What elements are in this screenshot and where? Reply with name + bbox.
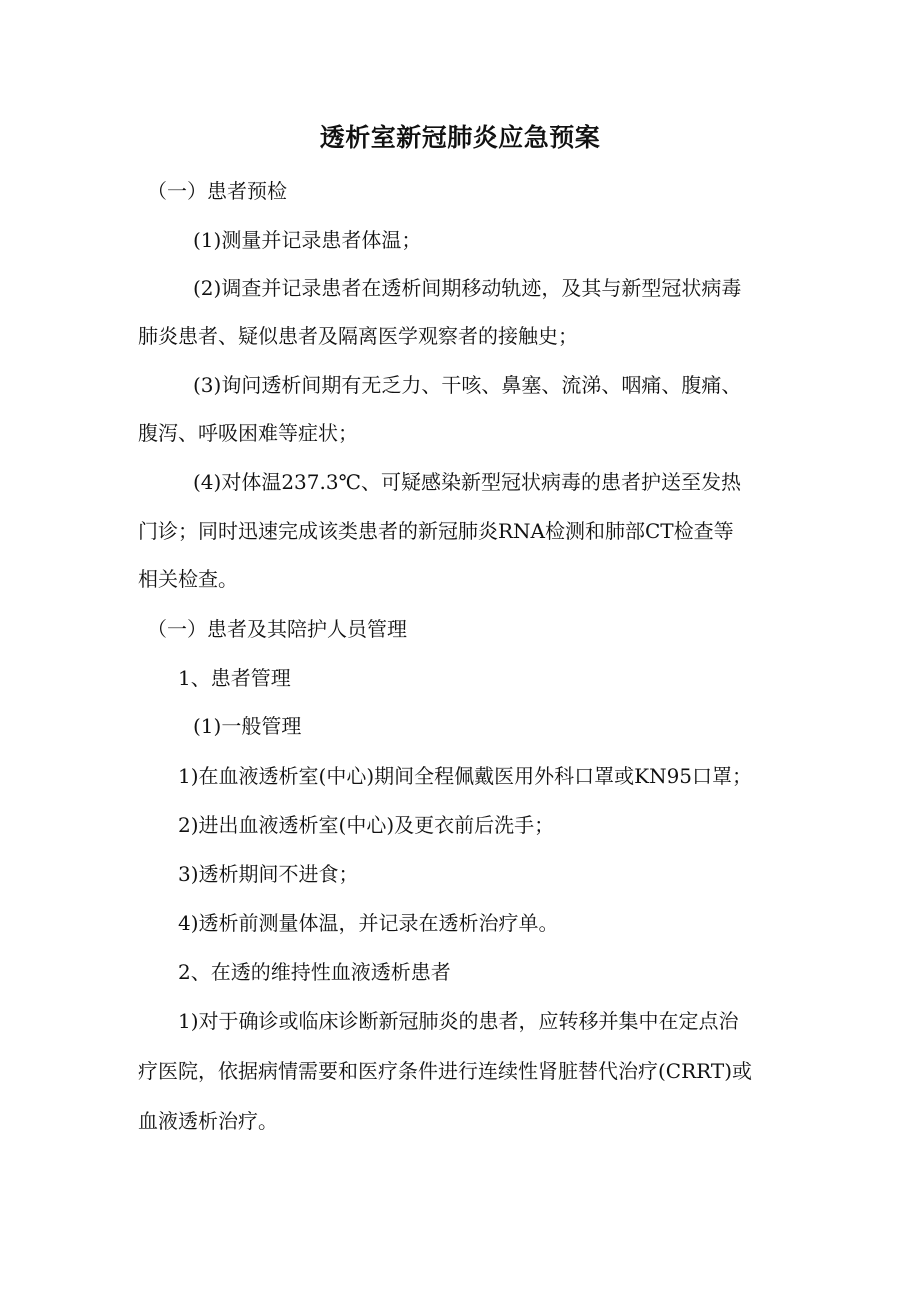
paragraph-line: 肺炎患者、疑似患者及隔离医学观察者的接触史；	[138, 324, 578, 348]
section-heading-patient-management: （一）患者及其陪护人员管理	[147, 617, 407, 641]
paragraph-line: 4)透析前测量体温，并记录在透析治疗单。	[178, 911, 559, 935]
paragraph-line: 血液透析治疗。	[138, 1109, 278, 1133]
paragraph-line: 2)进出血液透析室(中心)及更衣前后洗手；	[178, 813, 555, 837]
paragraph-line: (2)调查并记录患者在透析间期移动轨迹，及其与新型冠状病毒	[193, 276, 742, 300]
paragraph-line: 门诊；同时迅速完成该类患者的新冠肺炎RNA检测和肺部CT检查等	[138, 519, 734, 543]
subsection-heading: 2、在透的维持性血液透析患者	[178, 960, 451, 984]
paragraph-line: (1)一般管理	[193, 714, 302, 738]
section-heading-patient-precheck: （一）患者预检	[147, 179, 287, 203]
document-title: 透析室新冠肺炎应急预案	[319, 123, 601, 152]
paragraph-line: 1)在血液透析室(中心)期间全程佩戴医用外科口罩或KN95口罩；	[178, 764, 753, 788]
paragraph-line: 腹泻、呼吸困难等症状；	[138, 421, 358, 445]
paragraph-line: (3)询问透析间期有无乏力、干咳、鼻塞、流涕、咽痛、腹痛、	[193, 373, 742, 397]
subsection-heading: 1、患者管理	[178, 666, 291, 690]
paragraph-line: 相关检查。	[138, 567, 238, 591]
paragraph-line: 3)透析期间不进食；	[178, 862, 359, 886]
paragraph-line: 疗医院，依据病情需要和医疗条件进行连续性肾脏替代治疗(CRRT)或	[138, 1059, 753, 1083]
paragraph-line: 1)对于确诊或临床诊断新冠肺炎的患者，应转移并集中在定点治	[178, 1009, 739, 1033]
paragraph-line: (1)测量并记录患者体温；	[193, 228, 422, 252]
paragraph-line: (4)对体温237.3℃、可疑感染新型冠状病毒的患者护送至发热	[193, 470, 741, 494]
